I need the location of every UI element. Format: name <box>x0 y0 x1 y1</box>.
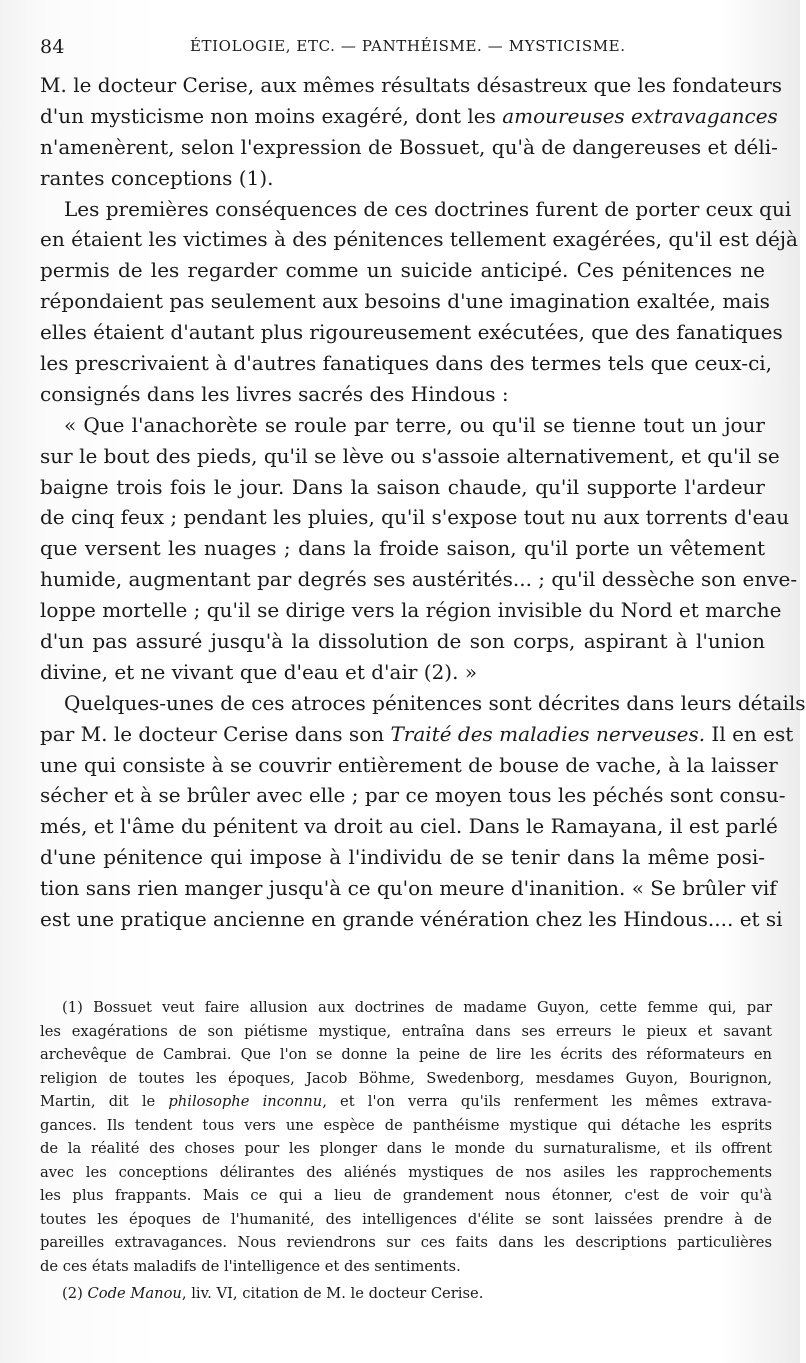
body-line: que versent les nuages ; dans la froide saison, qu'il porte un vêtement <box>40 536 765 561</box>
body-line: tion sans rien manger jusqu'à ce qu'on meure d'inanition. « Se brûler vif <box>40 876 777 901</box>
body-line: baigne trois fois le jour. Dans la saison chaude, qu'il supporte l'ardeur <box>40 474 765 499</box>
body-line: est une pratique ancienne en grande vénération chez les Hindous.... et si <box>40 907 783 932</box>
body-line: sur le bout des pieds, qu'il se lève ou s'assoie alternativement, et qu'il se <box>40 443 780 468</box>
body-line: par M. le docteur Cerise dans son Traité des maladies nerveuses. Il en est <box>40 721 794 746</box>
body-line: loppe mortelle ; qu'il se dirige vers la région invisible du Nord et marche <box>40 598 782 623</box>
body-line: « Que l'anachorète se roule par terre, ou qu'il se tienne tout un jour <box>64 412 765 437</box>
footnote-line: religion de toutes les époques, Jacob Böhme, Swedenborg, mesdames Guyon, Bourignon, <box>40 1069 772 1087</box>
body-line: Les premières conséquences de ces doctrines furent de porter ceux qui <box>64 196 792 221</box>
footnote-line: Martin, dit le philosophe inconnu, et l'on verra qu'ils renferment les mêmes extrava- <box>40 1093 772 1110</box>
body-line: permis de les regarder comme un suicide anticipé. Ces pénitences ne <box>40 258 765 283</box>
body-line: de cinq feux ; pendant les pluies, qu'il s'expose tout nu aux torrents d'eau <box>40 505 790 530</box>
body-line: rantes conceptions (1). <box>40 165 274 190</box>
footnote-line: (1) Bossuet veut faire allusion aux doctrines de madame Guyon, cette femme qui, par <box>62 999 772 1016</box>
body-line: répondaient pas seulement aux besoins d'une imagination exaltée, mais <box>40 289 770 314</box>
footnote-line: de la réalité des choses pour les plonger dans le monde du surnaturalisme, et ils offrent <box>40 1140 772 1157</box>
footnote-line: toutes les époques de l'humanité, des intelligences d'élite se sont laissées prendre à de <box>40 1210 772 1228</box>
page-header <box>40 36 765 60</box>
body-text <box>40 70 806 935</box>
body-line: n'amenèrent, selon l'expression de Bossuet, qu'à de dangereuses et déli- <box>40 134 778 159</box>
footnote-line: gances. Ils tendent tous vers une espèce de panthéisme mystique qui détache les esprits <box>40 1116 772 1134</box>
italic-phrase: amoureuses extravagances <box>502 103 778 128</box>
body-line: d'une pénitence qui impose à l'individu de se tenir dans la même posi- <box>40 845 765 870</box>
running-head: ÉTIOLOGIE, ETC. — PANTHÉISME. — MYSTICISME. <box>190 37 626 55</box>
body-line: les prescrivaient à d'autres fanatiques dans des termes tels que ceux-ci, <box>40 351 773 376</box>
body-line: Quelques-unes de ces atroces pénitences sont décrites dans leurs détails <box>64 690 806 715</box>
body-line: M. le docteur Cerise, aux mêmes résultats désastreux que les fondateurs <box>40 73 783 97</box>
body-line: divine, et ne vivant que d'eau et d'air (2). » <box>40 659 478 684</box>
body-line: d'un pas assuré jusqu'à la dissolution de son corps, aspirant à l'union <box>40 629 765 654</box>
footnote-line: les exagérations de son piétisme mystique, entraîna dans ses erreurs le pieux et savant <box>40 1022 772 1040</box>
footnote-line: avec les conceptions délirantes des aliénés mystiques de nos asiles les rapprochements <box>40 1163 772 1181</box>
footnote-line: pareilles extravagances. Nous reviendrons sur ces faits dans les descriptions particulières <box>40 1234 772 1251</box>
footnote-line: les plus frappants. Mais ce qui a lieu de grandement nous étonner, c'est de voir qu'à <box>40 1187 772 1204</box>
footnote-line: archevêque de Cambrai. Que l'on se donne la peine de lire les écrits des réformateurs en <box>40 1046 772 1063</box>
body-line: sécher et à se brûler avec elle ; par ce moyen tous les péchés sont consu- <box>40 783 786 808</box>
footnote-line: de ces états maladifs de l'intelligence et des sentiments. <box>40 1257 461 1275</box>
body-line: més, et l'âme du pénitent va droit au ciel. Dans le Ramayana, il est parlé <box>40 814 778 839</box>
body-line: en étaient les victimes à des pénitences tellement exagérées, qu'il est déjà <box>40 227 798 252</box>
body-line: une qui consiste à se couvrir entièrement de bouse de vache, à la laisser <box>40 752 778 777</box>
italic-title: Code Manou <box>87 1285 182 1302</box>
page-number: 84 <box>40 36 65 58</box>
italic-phrase: philosophe inconnu <box>168 1093 323 1110</box>
body-line: d'un mysticisme non moins exagéré, dont les amoureuses extravagances <box>40 103 778 128</box>
body-line: consignés dans les livres sacrés des Hindous : <box>40 381 509 406</box>
italic-title: Traité des maladies nerveuses. <box>390 721 706 746</box>
body-line: elles étaient d'autant plus rigoureusement exécutées, que des fanatiques <box>40 320 783 345</box>
footnote-line: (2) Code Manou, liv. VI, citation de M. le docteur Cerise. <box>62 1285 484 1302</box>
footnotes <box>40 996 772 1306</box>
body-line: humide, augmentant par degrés ses austérités... ; qu'il dessèche son enve- <box>40 567 798 592</box>
